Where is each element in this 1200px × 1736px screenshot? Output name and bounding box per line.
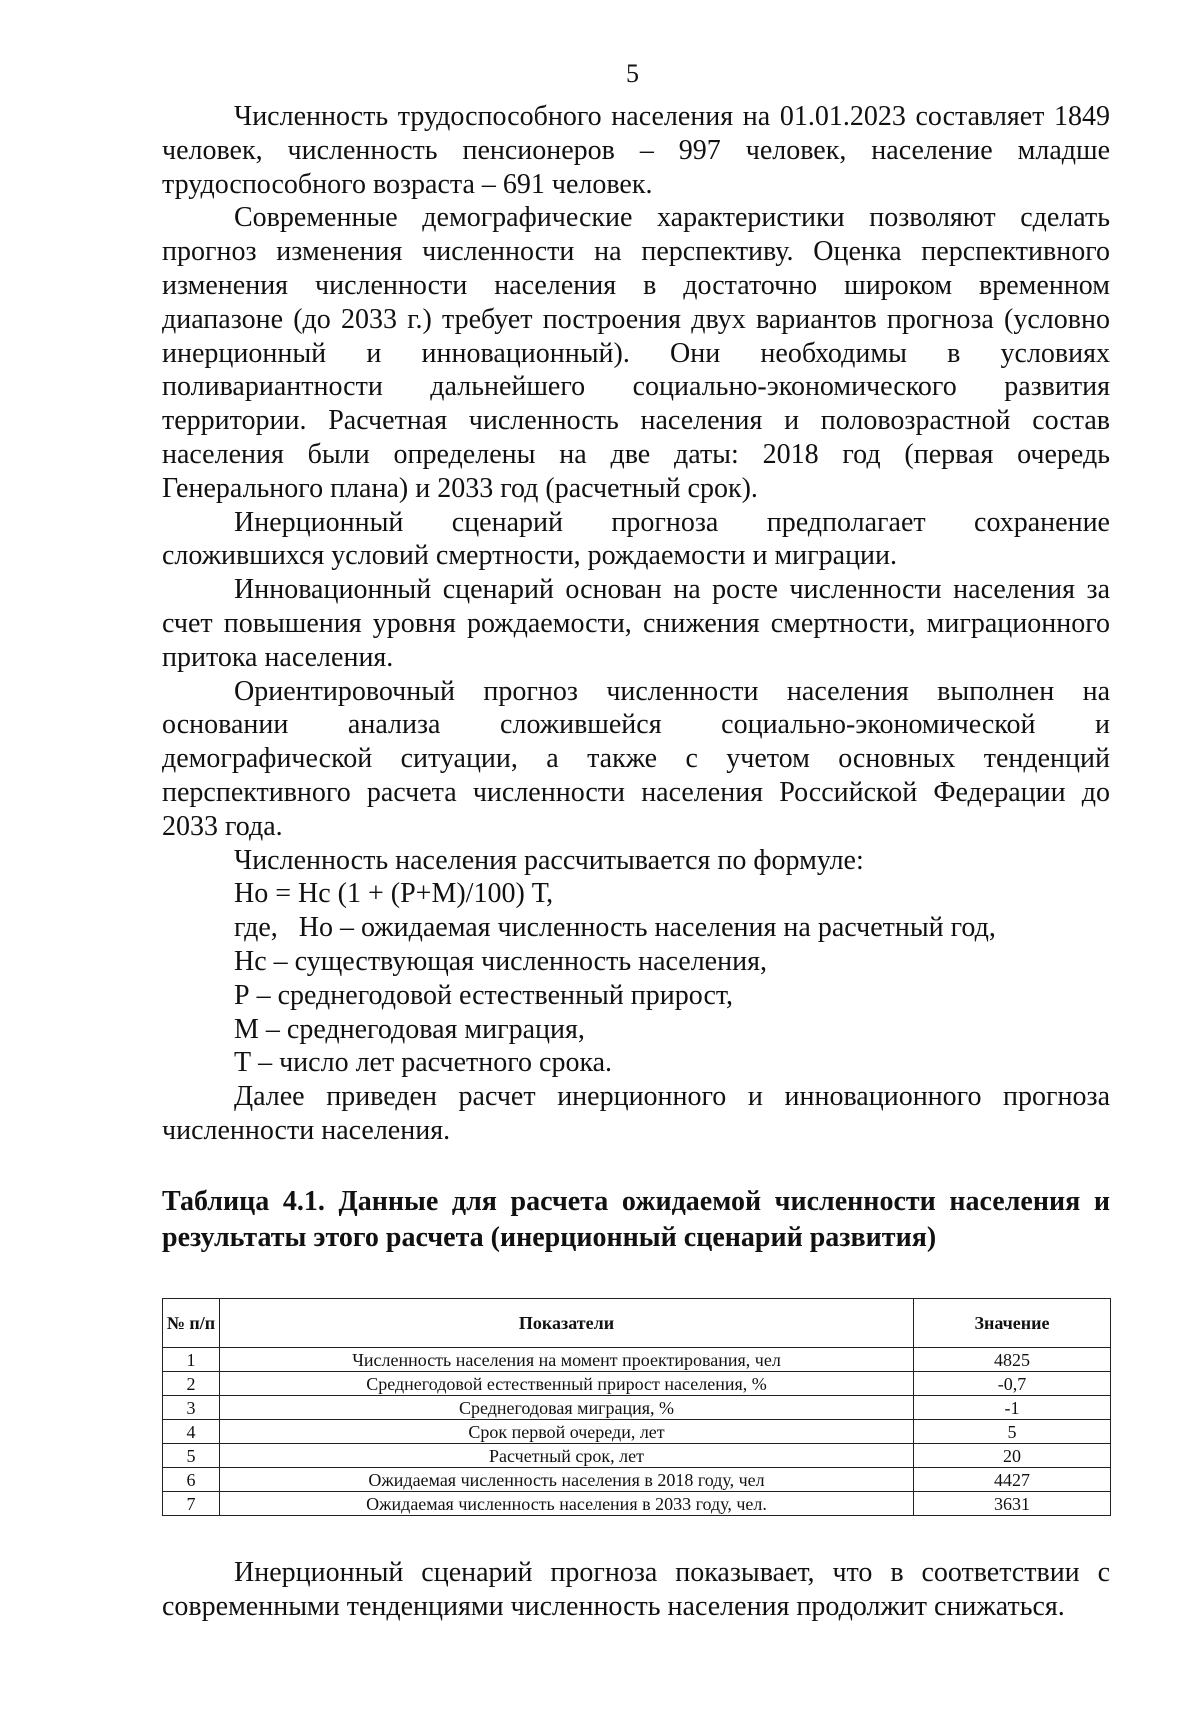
cell-indicator: Численность населения на момент проектирования, чел	[220, 1348, 914, 1372]
table-row	[163, 1348, 1111, 1372]
cell-num: 2	[163, 1372, 220, 1396]
cell-value: -0,7	[914, 1372, 1111, 1396]
cell-num: 4	[163, 1420, 220, 1444]
formula-where: где, Но – ожидаемая численность населения на расчетный год,	[234, 912, 996, 944]
paragraph: Инерционный сценарий прогноза показывает, что в соответствии с современными тенденциями численность населения продолжит снижаться.	[162, 1557, 1110, 1622]
cell-num: 5	[163, 1444, 220, 1468]
paragraph: Ориентировочный прогноз численности населения выполнен на основании анализа сложившейся социально-экономической и демографической ситуации, а также с учетом основных тенденций перспективного расчета численности населения Российской Федерации до 2033 года.	[162, 675, 1110, 842]
cell-indicator: Среднегодовая миграция, %	[220, 1396, 914, 1420]
table-row	[163, 1420, 1111, 1444]
cell-indicator: Срок первой очереди, лет	[220, 1420, 914, 1444]
cell-num: 3	[163, 1396, 220, 1420]
cell-value: 20	[914, 1444, 1111, 1468]
cell-value: 4427	[914, 1468, 1111, 1492]
formula-var: М – среднегодовая миграция,	[234, 1013, 585, 1045]
cell-indicator: Среднегодовой естественный прирост населения, %	[220, 1372, 914, 1396]
paragraph: Инновационный сценарий основан на росте численности населения за счет повышения уровня рождаемости, снижения смертности, миграционного притока населения.	[162, 574, 1110, 673]
formula-block	[162, 844, 1110, 1081]
header-indicator: Показатели	[220, 1299, 914, 1348]
formula-var: Т – число лет расчетного срока.	[234, 1047, 613, 1079]
table-row	[163, 1372, 1111, 1396]
header-value: Значение	[914, 1299, 1111, 1348]
paragraph: Современные демографические характеристики позволяют сделать прогноз изменения численности на перспективу. Оценка перспективного изменения численности населения в достаточно широком временном диапазоне (до 2033 г.) требует построения двух вариантов прогноза (условно инерционный и инновационный). Они необходимы в условиях поливариантности дальнейшего социально-экономического развития территории. Расчетная численность населения и половозрастной состав населения были определены на две даты: 2018 год (первая очередь Генерального плана) и 2033 год (расчетный срок).	[162, 202, 1110, 504]
cell-value: 3631	[914, 1492, 1111, 1516]
cell-value: -1	[914, 1396, 1111, 1420]
cell-num: 7	[163, 1492, 220, 1516]
paragraph: Инерционный сценарий прогноза предполагает сохранение сложившихся условий смертности, рождаемости и миграции.	[162, 506, 1110, 572]
table-row	[163, 1468, 1111, 1492]
paragraph: Далее приведен расчет инерционного и инновационного прогноза численности населения.	[162, 1081, 1110, 1146]
cell-indicator: Ожидаемая численность населения в 2033 году, чел.	[220, 1492, 914, 1516]
body-text	[162, 100, 1110, 1148]
cell-num: 6	[163, 1468, 220, 1492]
cell-value: 4825	[914, 1348, 1111, 1372]
cell-value: 5	[914, 1420, 1111, 1444]
table-row	[163, 1396, 1111, 1420]
conclusion-text	[162, 1556, 1110, 1624]
formula-intro: Численность населения рассчитывается по формуле:	[234, 844, 864, 876]
formula-var: Нс – существующая численность населения,	[234, 945, 767, 977]
paragraph: Численность трудоспособного населения на 01.01.2023 составляет 1849 человек, численность пенсионеров – 997 человек, население младше трудоспособного возраста – 691 человек.	[162, 101, 1110, 200]
forecast-table	[162, 1298, 1111, 1516]
table-title: Таблица 4.1. Данные для расчета ожидаемой численности населения и результаты этого расчета (инерционный сценарий развития)	[162, 1186, 1110, 1253]
table-row	[163, 1492, 1111, 1516]
formula-var: Р – среднегодовой естественный прирост,	[234, 979, 734, 1011]
table-row	[163, 1444, 1111, 1468]
formula-equation: Но = Нс (1 + (Р+М)/100) Т,	[234, 878, 554, 910]
page-number: 5	[626, 59, 639, 88]
header-num: № п/п	[163, 1299, 220, 1348]
cell-indicator: Ожидаемая численность населения в 2018 году, чел	[220, 1468, 914, 1492]
table-header-row	[163, 1299, 1111, 1348]
cell-indicator: Расчетный срок, лет	[220, 1444, 914, 1468]
cell-num: 1	[163, 1348, 220, 1372]
